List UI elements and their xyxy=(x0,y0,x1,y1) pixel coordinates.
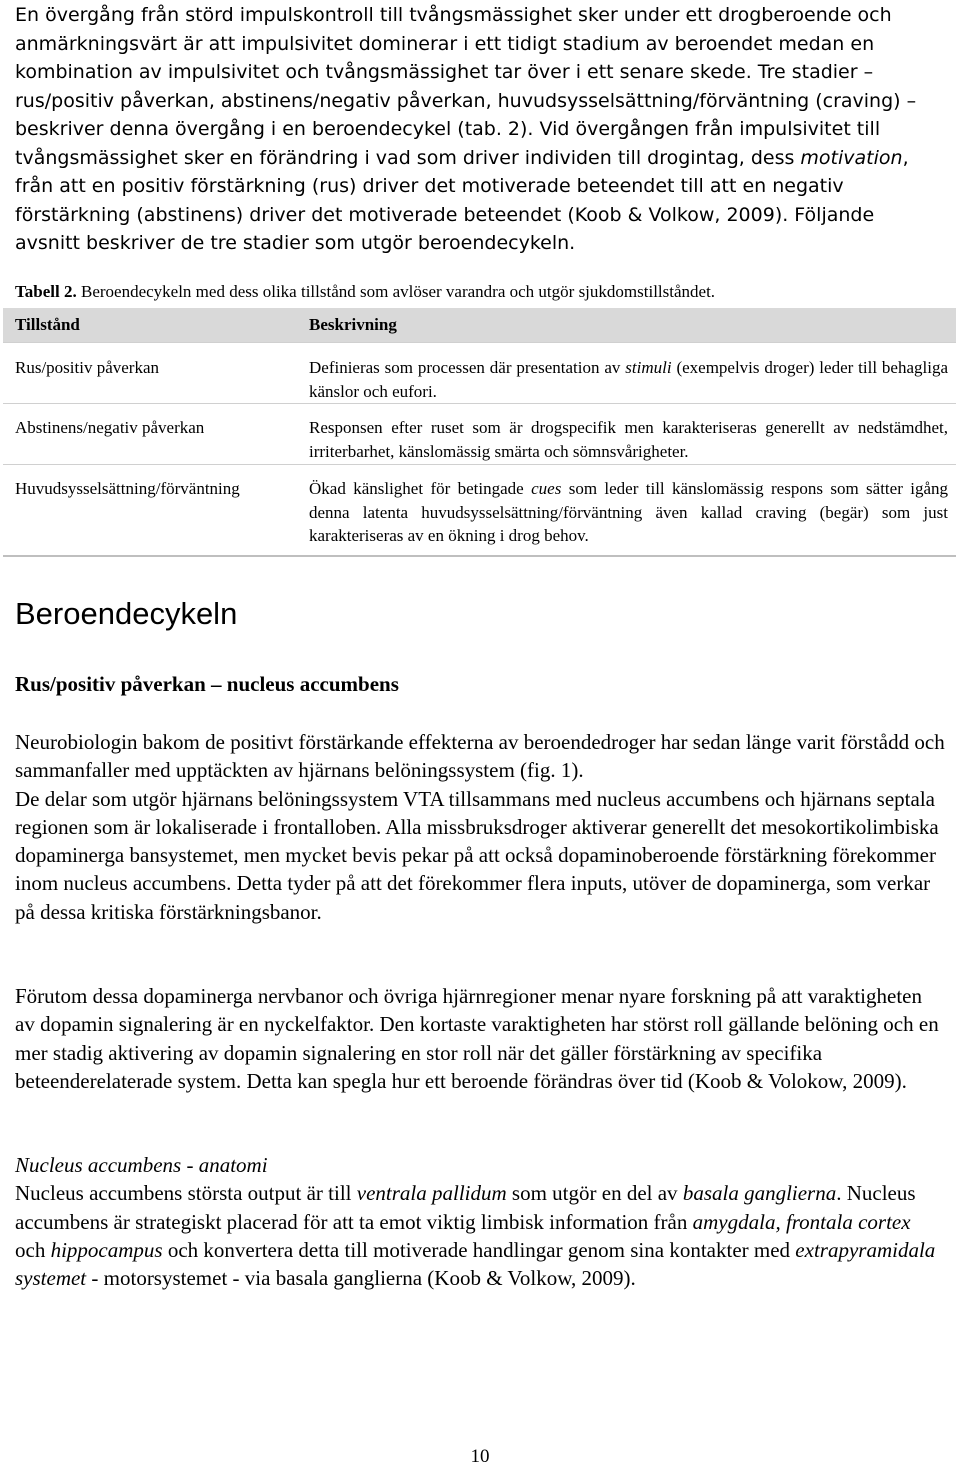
table-caption xyxy=(15,281,955,303)
anatomy-text: Nucleus accumbens största output är till xyxy=(15,1181,357,1206)
paragraph-line: De delar som utgör hjärnans belöningssystem VTA tillsammans med nucleus accumbens och hjärnans septala regionen som är lokaliserade i frontalloben. Alla missbruksdroger aktiverar generellt det mesokortikolimbiska dopaminerga bansystemet, men mycket bevis pekar på att också dopaminoberoende förstärkning förekommer inom nucleus accumbens. Detta tyder på att det förekommer flera inputs, utöver de dopaminerga, som verkar på dessa kritiska förstärkningsbanor. xyxy=(15,786,939,924)
desc-emphasis: stimuli xyxy=(625,358,672,377)
table-cell-description xyxy=(297,404,956,465)
desc-text: (exempelvis droger) leder till behagliga känslor och eufori. xyxy=(309,358,949,401)
table-cell-state: Rus/positiv påverkan xyxy=(3,343,297,404)
paragraph-neurobiology xyxy=(15,728,945,926)
anatomy-term: basala ganglierna xyxy=(682,1181,837,1206)
section-heading: Beroendecykeln xyxy=(15,596,238,631)
page-number: 10 xyxy=(470,1446,490,1467)
desc-emphasis: cues xyxy=(531,479,562,498)
subsection-heading: Rus/positiv påverkan – nucleus accumbens xyxy=(15,672,399,696)
table-cell-state: Huvudsysselsättning/förväntning xyxy=(3,465,297,557)
intro-motivation-term: motivation xyxy=(800,146,903,169)
table-cell-state: Abstinens/negativ påverkan xyxy=(3,404,297,465)
desc-text: Definieras som processen där presentation av xyxy=(309,358,626,377)
paragraph-dopamine: Förutom dessa dopaminerga nervbanor och övriga hjärnregioner menar nyare forskning på att varaktigheten av dopamin signalering är en nyckelfaktor. Den kortaste varaktigheten har störst roll gällande belöning och en mer stadig aktivering av dopamin signalering en stor roll när det gäller förstärkning av specifika beteenderelaterade system. Detta kan spegla hur ett beroende förändras över tid (Koob & Volokow, 2009). xyxy=(15,984,939,1093)
table-row xyxy=(3,404,956,465)
table-cell-description xyxy=(297,343,956,404)
table-header-description: Beskrivning xyxy=(297,308,956,343)
anatomy-term: ventrala pallidum xyxy=(356,1181,507,1206)
anatomy-text: som utgör en del av xyxy=(506,1181,683,1206)
intro-text-1: En övergång från störd impulskontroll till tvångsmässighet sker under ett drogberoende och anmärkningsvärt är att impulsivitet dominerar i ett tidigt stadium av beroendet medan en kombination av impulsivitet och tvångsmässighet tar över i ett senare skede. Tre stadier – rus/positiv påverkan, abstinens/negativ påverkan, huvudsysselsättning/förväntning (craving) – beskriver denna övergång i en beroendecykel (tab. 2). Vid övergången från impulsivitet till tvångsmässighet sker en förändring i vad som driver individen till drogintag, dess xyxy=(15,4,917,169)
table-cell-description xyxy=(297,465,956,557)
anatomy-text: . Nucleus accumbens är strategiskt placerad för att ta emot viktig limbisk information från xyxy=(15,1181,916,1234)
intro-paragraph xyxy=(15,1,945,258)
paragraph-line: Neurobiologin bakom de positivt förstärkande effekterna av beroendedroger har sedan länge varit förstådd och sammanfaller med upptäckten av hjärnans belöningssystem (fig. 1). xyxy=(15,730,945,783)
intro-text-2: , från att en positiv förstärkning (rus) driver det motiverade beteendet till att en negativ förstärkning (abstinens) driver det motiverade beteendet (Koob & Volkow, 2009). Följande avsnitt beskriver de tre stadier som utgör beroendecykeln. xyxy=(15,146,909,254)
anatomy-term: hippocampus xyxy=(50,1237,163,1262)
desc-text: Responsen efter ruset som är drogspecifik men karakteriseras generellt av nedstämdhet, irriterbarhet, känslomässig smärta och sömnsvårigheter. xyxy=(309,418,948,461)
table-caption-label: Tabell 2. xyxy=(15,282,77,301)
desc-text: som leder till känslomässig respons som sätter igång denna latenta huvudsysselsättning/förväntning även kallad craving (begär) som just karakteriseras av en ökning i drog behov. xyxy=(309,479,948,545)
table-row xyxy=(3,343,956,404)
table-caption-text: Beroendecykeln med dess olika tillstånd som avlöser varandra och utgör sjukdomstillståndet. xyxy=(76,282,716,301)
table-header-row xyxy=(3,308,956,343)
paragraph-anatomy xyxy=(15,1151,945,1292)
anatomy-term: amygdala, frontala cortex xyxy=(692,1209,911,1234)
table-row xyxy=(3,465,956,557)
table-header-state: Tillstånd xyxy=(3,308,297,343)
anatomy-term: extrapyramidala systemet xyxy=(15,1237,936,1291)
desc-text: Ökad känslighet för betingade xyxy=(309,479,532,498)
anatomy-text: och konvertera detta till motiverade handlingar genom sina kontakter med xyxy=(162,1237,796,1262)
anatomy-text: och xyxy=(15,1237,51,1262)
addiction-cycle-table xyxy=(3,308,956,557)
anatomy-text: - motorsystemet - via basala ganglierna (Koob & Volkow, 2009). xyxy=(86,1266,636,1291)
anatomy-title: Nucleus accumbens - anatomi xyxy=(15,1153,268,1177)
